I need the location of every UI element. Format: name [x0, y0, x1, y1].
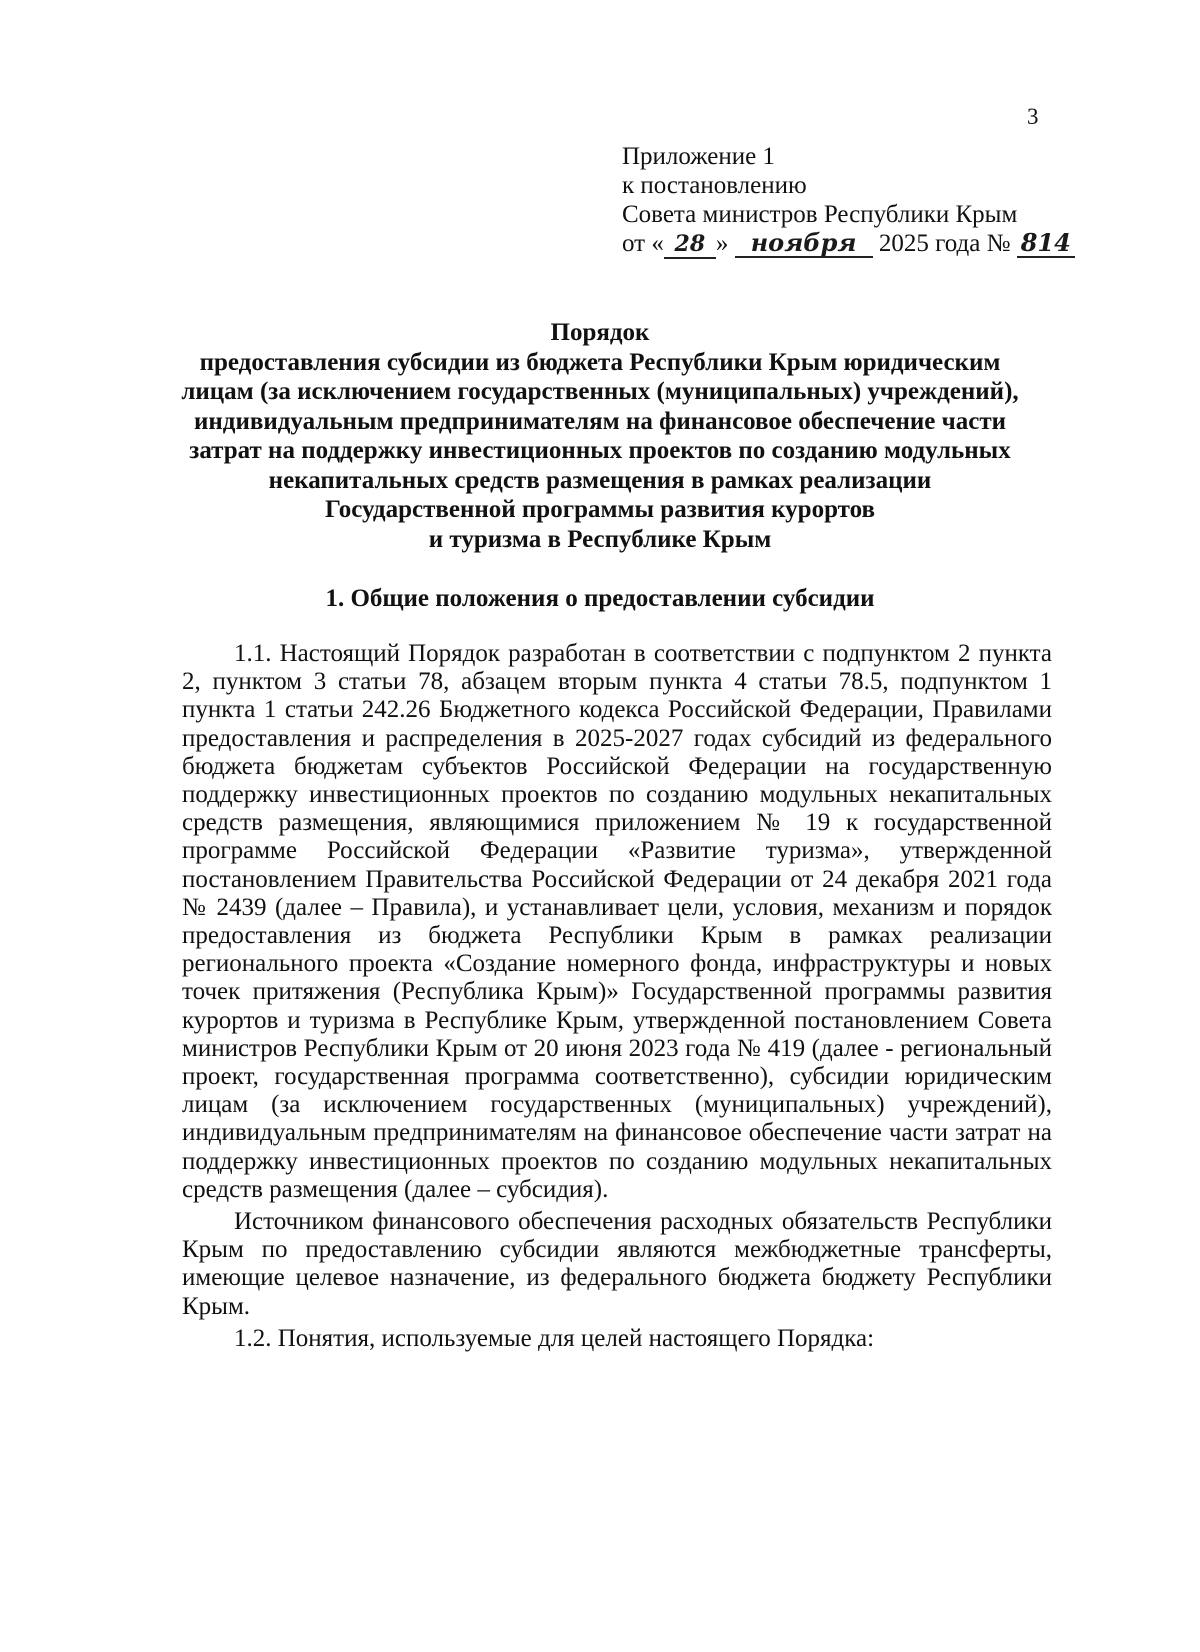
handwritten-day: 28	[664, 231, 716, 259]
title-line-2: предоставления субсидии из бюджета Республики Крым юридическим	[199, 348, 1001, 376]
title-line-8: и туризма в Республике Крым	[428, 525, 772, 553]
title-line-7: Государственной программы развития курортов	[325, 496, 875, 523]
paragraph-1-1: 1.1. Настоящий Порядок разработан в соответствии с подпунктом 2 пункта 2, пунктом 3 статьи 78, абзацем вторым пункта 4 статьи 78.5, подпунктом 1 пункта 1 статьи 242.26 Бюджетного кодекса Российской Федерации, Правилами предоставления и распределения в 2025-2027 годах субсидий из федерального бюджета бюджетам субъектов Российской Федерации на государственную поддержку инвестиционных проектов по созданию модульных некапитальных средств размещения, являющимися приложением № 19 к государственной программе Российской Федерации «Развитие туризма», утвержденной постановлением Правительства Российской Федерации от 24 декабря 2021 года № 2439 (далее – Правила), и устанавливает цели, условия, механизм и порядок предоставления из бюджета Республики Крым в рамках реализации регионального проекта «Создание номерного фонда, инфраструктуры и новых точек притяжения (Республика Крым)» Государственной программы развития курортов и туризма в Республике Крым, утвержденной постановлением Совета министров Республики Крым от 20 июня 2023 года № 419 (далее - региональный проект, государственная программа соответственно), субсидии юридическим лицам (за исключением государственных (муниципальных) учреждений), индивидуальным предпринимателям на финансовое обеспечение части затрат на поддержку инвестиционных проектов по созданию модульных некапитальных средств размещения (далее – субсидия).	[182, 640, 1052, 1203]
title-line-1: Порядок	[550, 319, 650, 346]
appendix-line-2: к постановлению	[622, 172, 807, 199]
handwritten-doc-number: 814	[1017, 230, 1075, 258]
appendix-header	[622, 142, 1092, 259]
document-title	[150, 318, 1050, 554]
appendix-line-3: Совета министров Республики Крым	[622, 201, 1018, 228]
section-body	[182, 640, 1052, 1357]
date-year: 2025 года №	[878, 230, 1011, 257]
title-line-6: некапитальных средств размещения в рамках реализации	[268, 466, 932, 494]
paragraph-1-2: 1.2. Понятия, используемые для целей настоящего Порядка:	[234, 1324, 875, 1352]
appendix-line-1: Приложение 1	[622, 143, 775, 170]
date-prefix: от «	[622, 230, 664, 257]
date-day-close: »	[715, 230, 729, 257]
title-line-5: затрат на поддержку инвестиционных проектов по созданию модульных	[189, 437, 1011, 464]
section-heading: 1. Общие положения о предоставлении субсидии	[325, 585, 875, 612]
title-line-3: лицам (за исключением государственных (муниципальных) учреждений),	[181, 378, 1019, 405]
appendix-date-line	[622, 229, 1092, 259]
title-line-4: индивидуальным предпринимателям на финансовое обеспечение части	[194, 407, 1006, 435]
page-number: 3	[1027, 104, 1039, 129]
handwritten-month: ноября	[735, 230, 873, 258]
paragraph-funding-source: Источником финансового обеспечения расходных обязательств Республики Крым по предоставлению субсидии являются межбюджетные трансферты, имеющие целевое назначение, из федерального бюджета бюджету Республики Крым.	[182, 1208, 1052, 1320]
